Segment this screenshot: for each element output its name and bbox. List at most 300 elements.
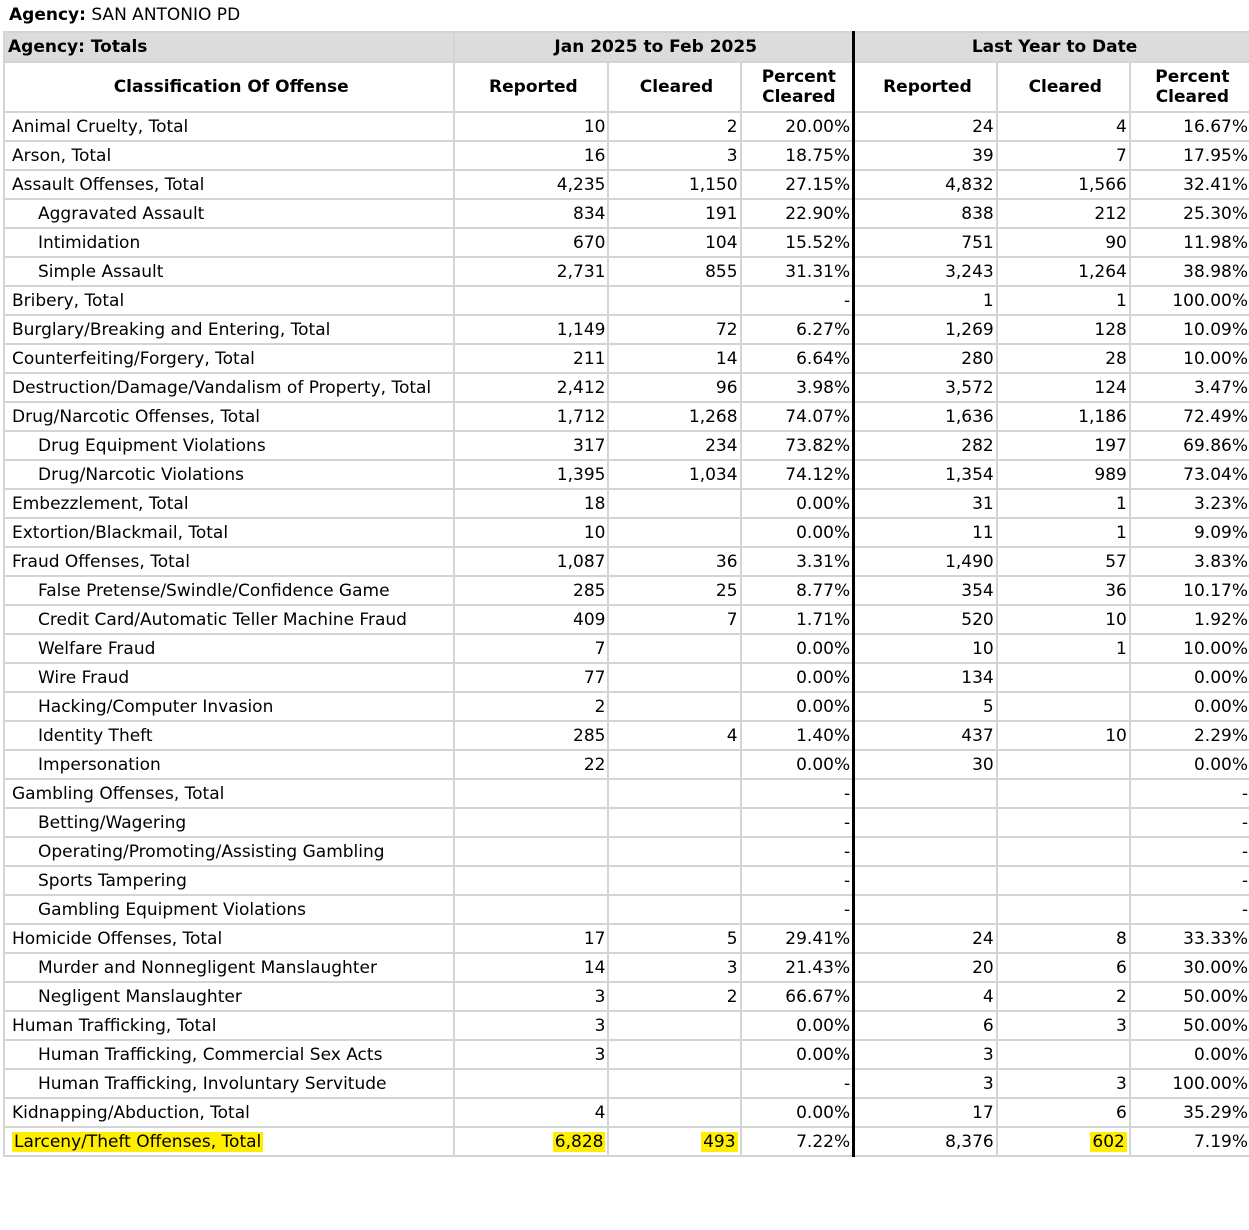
table-row — [4, 692, 1249, 721]
cell-cleared-last: 212 — [997, 199, 1130, 228]
cell-reported-last: 5 — [854, 692, 997, 721]
cell-percent-last: 30.00% — [1130, 953, 1249, 982]
cell-cleared-current: 25 — [608, 576, 740, 605]
cell-cleared-last: 28 — [997, 344, 1130, 373]
offense-name: Simple Assault — [4, 257, 454, 286]
offense-name: Welfare Fraud — [4, 634, 454, 663]
cell-reported-last: 39 — [854, 141, 997, 170]
cell-cleared-last: 124 — [997, 373, 1130, 402]
cell-percent-current: 0.00% — [741, 1040, 854, 1069]
cell-cleared-current — [608, 1040, 740, 1069]
cell-reported-current: 1,712 — [454, 402, 608, 431]
offense-name: Sports Tampering — [4, 866, 454, 895]
cell-cleared-current — [608, 663, 740, 692]
table-row — [4, 1098, 1249, 1127]
cell-percent-last: 25.30% — [1130, 199, 1249, 228]
cell-cleared-current: 2 — [608, 982, 740, 1011]
cell-cleared-last: 10 — [997, 721, 1130, 750]
cell-cleared-current: 191 — [608, 199, 740, 228]
cell-reported-current: 14 — [454, 953, 608, 982]
table-row — [4, 808, 1249, 837]
cell-cleared-last: 1 — [997, 634, 1130, 663]
cell-cleared-last: 10 — [997, 605, 1130, 634]
cell-percent-current: - — [741, 1069, 854, 1098]
cell-cleared-current — [608, 808, 740, 837]
table-row — [4, 228, 1249, 257]
table-row — [4, 866, 1249, 895]
table-row — [4, 895, 1249, 924]
cell-cleared-last: 197 — [997, 431, 1130, 460]
cell-cleared-current — [608, 692, 740, 721]
cell-cleared-last: 1 — [997, 518, 1130, 547]
period-last-header: Last Year to Date — [854, 32, 1249, 62]
cell-percent-current: - — [741, 286, 854, 315]
cell-percent-last: - — [1130, 866, 1249, 895]
cell-cleared-last — [997, 750, 1130, 779]
table-row — [4, 547, 1249, 576]
offense-table — [3, 31, 1249, 1157]
cell-percent-last: 3.47% — [1130, 373, 1249, 402]
cell-cleared-last — [997, 895, 1130, 924]
cell-cleared-current — [608, 895, 740, 924]
cell-cleared-last: 3 — [997, 1069, 1130, 1098]
cell-percent-current: 21.43% — [741, 953, 854, 982]
offense-name: Drug/Narcotic Violations — [4, 460, 454, 489]
cell-reported-last: 282 — [854, 431, 997, 460]
table-row — [4, 257, 1249, 286]
cell-cleared-last — [997, 866, 1130, 895]
table-row — [4, 170, 1249, 199]
cell-cleared-last — [997, 663, 1130, 692]
cell-cleared-last: 1,186 — [997, 402, 1130, 431]
cell-percent-last: 10.09% — [1130, 315, 1249, 344]
cell-reported-last: 1,636 — [854, 402, 997, 431]
offense-name: Destruction/Damage/Vandalism of Property, Total — [4, 373, 454, 402]
cell-reported-last — [854, 808, 997, 837]
cell-cleared-current — [608, 286, 740, 315]
cell-percent-current: 0.00% — [741, 1011, 854, 1040]
cell-reported-last: 134 — [854, 663, 997, 692]
cell-percent-last: 73.04% — [1130, 460, 1249, 489]
cell-cleared-current: 1,268 — [608, 402, 740, 431]
cell-percent-current: 3.31% — [741, 547, 854, 576]
cell-cleared-last: 1 — [997, 286, 1130, 315]
col-percent-last: Percent Cleared — [1130, 62, 1249, 112]
cell-cleared-last: 1 — [997, 489, 1130, 518]
cell-percent-last: 35.29% — [1130, 1098, 1249, 1127]
cell-percent-current: 1.71% — [741, 605, 854, 634]
offense-name: Extortion/Blackmail, Total — [4, 518, 454, 547]
cell-cleared-last: 1,264 — [997, 257, 1130, 286]
offense-name: Assault Offenses, Total — [4, 170, 454, 199]
cell-cleared-current — [608, 634, 740, 663]
cell-percent-last: 3.23% — [1130, 489, 1249, 518]
cell-cleared-current — [608, 1011, 740, 1040]
table-row — [4, 605, 1249, 634]
cell-cleared-last: 36 — [997, 576, 1130, 605]
offense-name: Arson, Total — [4, 141, 454, 170]
col-cleared-current: Cleared — [608, 62, 740, 112]
cell-reported-current: 4 — [454, 1098, 608, 1127]
offense-name: Human Trafficking, Commercial Sex Acts — [4, 1040, 454, 1069]
cell-percent-last: 10.17% — [1130, 576, 1249, 605]
cell-reported-last: 520 — [854, 605, 997, 634]
cell-reported-current: 317 — [454, 431, 608, 460]
cell-reported-last: 751 — [854, 228, 997, 257]
cell-percent-last: 2.29% — [1130, 721, 1249, 750]
cell-cleared-current: 7 — [608, 605, 740, 634]
cell-percent-current: 0.00% — [741, 518, 854, 547]
cell-percent-current: 74.07% — [741, 402, 854, 431]
cell-cleared-current: 14 — [608, 344, 740, 373]
cell-percent-current: 3.98% — [741, 373, 854, 402]
cell-cleared-current: 3 — [608, 141, 740, 170]
cell-percent-last: 0.00% — [1130, 750, 1249, 779]
cell-reported-current: 17 — [454, 924, 608, 953]
cell-cleared-current — [608, 866, 740, 895]
table-row — [4, 460, 1249, 489]
cell-percent-last: 1.92% — [1130, 605, 1249, 634]
cell-cleared-current: 104 — [608, 228, 740, 257]
cell-reported-last: 24 — [854, 112, 997, 141]
table-row — [4, 199, 1249, 228]
offense-rows — [4, 112, 1249, 1156]
cell-cleared-last: 128 — [997, 315, 1130, 344]
cell-percent-last: 69.86% — [1130, 431, 1249, 460]
offense-name: Drug/Narcotic Offenses, Total — [4, 402, 454, 431]
cell-reported-last — [854, 895, 997, 924]
cell-cleared-last: 602 — [997, 1127, 1130, 1156]
cell-percent-last: 72.49% — [1130, 402, 1249, 431]
cell-percent-current: 8.77% — [741, 576, 854, 605]
cell-percent-current: 0.00% — [741, 634, 854, 663]
cell-cleared-current: 493 — [608, 1127, 740, 1156]
cell-reported-last: 1,490 — [854, 547, 997, 576]
agency-header — [0, 0, 1249, 31]
cell-reported-current: 1,149 — [454, 315, 608, 344]
cell-cleared-current — [608, 750, 740, 779]
cell-reported-current: 10 — [454, 112, 608, 141]
table-row — [4, 112, 1249, 141]
cell-percent-last: 11.98% — [1130, 228, 1249, 257]
cell-cleared-current: 3 — [608, 953, 740, 982]
cell-percent-last: 7.19% — [1130, 1127, 1249, 1156]
cell-cleared-current — [608, 1098, 740, 1127]
table-row — [4, 489, 1249, 518]
cell-percent-current: 22.90% — [741, 199, 854, 228]
table-row — [4, 1127, 1249, 1156]
offense-name: Identity Theft — [4, 721, 454, 750]
cell-reported-last: 3,572 — [854, 373, 997, 402]
table-row — [4, 431, 1249, 460]
cell-reported-last — [854, 866, 997, 895]
column-header-row — [4, 62, 1249, 112]
cell-percent-last: 17.95% — [1130, 141, 1249, 170]
cell-reported-current — [454, 1069, 608, 1098]
cell-percent-last: 33.33% — [1130, 924, 1249, 953]
offense-name: Gambling Offenses, Total — [4, 779, 454, 808]
cell-cleared-current — [608, 518, 740, 547]
cell-reported-last: 3,243 — [854, 257, 997, 286]
cell-percent-last: 50.00% — [1130, 1011, 1249, 1040]
cell-reported-last: 8,376 — [854, 1127, 997, 1156]
cell-percent-last: 3.83% — [1130, 547, 1249, 576]
offense-name: Intimidation — [4, 228, 454, 257]
cell-reported-current: 22 — [454, 750, 608, 779]
cell-percent-current: 6.27% — [741, 315, 854, 344]
cell-cleared-last — [997, 808, 1130, 837]
cell-reported-current: 10 — [454, 518, 608, 547]
cell-cleared-current — [608, 837, 740, 866]
cell-percent-last: - — [1130, 895, 1249, 924]
table-row — [4, 373, 1249, 402]
cell-reported-last — [854, 837, 997, 866]
cell-cleared-last: 57 — [997, 547, 1130, 576]
cell-percent-last: 16.67% — [1130, 112, 1249, 141]
cell-percent-current: - — [741, 779, 854, 808]
cell-percent-last: - — [1130, 779, 1249, 808]
cell-reported-current: 3 — [454, 1011, 608, 1040]
cell-reported-current — [454, 779, 608, 808]
cell-reported-current: 3 — [454, 1040, 608, 1069]
table-row — [4, 1011, 1249, 1040]
cell-reported-last: 20 — [854, 953, 997, 982]
cell-reported-current — [454, 866, 608, 895]
cell-reported-current: 285 — [454, 721, 608, 750]
cell-reported-current: 77 — [454, 663, 608, 692]
cell-cleared-current — [608, 489, 740, 518]
cell-cleared-last — [997, 1040, 1130, 1069]
offense-name: Homicide Offenses, Total — [4, 924, 454, 953]
cell-cleared-last — [997, 779, 1130, 808]
cell-cleared-current: 36 — [608, 547, 740, 576]
cell-reported-last: 17 — [854, 1098, 997, 1127]
table-row — [4, 1069, 1249, 1098]
col-classification: Classification Of Offense — [4, 62, 454, 112]
offense-name: Aggravated Assault — [4, 199, 454, 228]
cell-percent-last: 50.00% — [1130, 982, 1249, 1011]
cell-cleared-current: 855 — [608, 257, 740, 286]
cell-percent-current: 20.00% — [741, 112, 854, 141]
period-current-header: Jan 2025 to Feb 2025 — [454, 32, 853, 62]
cell-percent-last: 10.00% — [1130, 344, 1249, 373]
offense-name: False Pretense/Swindle/Confidence Game — [4, 576, 454, 605]
cell-reported-last: 354 — [854, 576, 997, 605]
cell-percent-current: 73.82% — [741, 431, 854, 460]
cell-percent-current: - — [741, 837, 854, 866]
cell-reported-current: 2,731 — [454, 257, 608, 286]
cell-percent-current: 0.00% — [741, 1098, 854, 1127]
cell-reported-current: 3 — [454, 982, 608, 1011]
cell-cleared-current: 96 — [608, 373, 740, 402]
table-row — [4, 721, 1249, 750]
cell-percent-last: 0.00% — [1130, 1040, 1249, 1069]
cell-percent-last: 100.00% — [1130, 1069, 1249, 1098]
offense-name: Hacking/Computer Invasion — [4, 692, 454, 721]
cell-cleared-current — [608, 779, 740, 808]
offense-name: Wire Fraud — [4, 663, 454, 692]
cell-reported-current — [454, 808, 608, 837]
table-row — [4, 924, 1249, 953]
cell-reported-last: 31 — [854, 489, 997, 518]
cell-percent-current: 31.31% — [741, 257, 854, 286]
offense-name: Fraud Offenses, Total — [4, 547, 454, 576]
cell-percent-current: 0.00% — [741, 750, 854, 779]
cell-reported-last — [854, 779, 997, 808]
cell-percent-current: 6.64% — [741, 344, 854, 373]
cell-reported-current: 285 — [454, 576, 608, 605]
cell-cleared-last: 1,566 — [997, 170, 1130, 199]
offense-name: Kidnapping/Abduction, Total — [4, 1098, 454, 1127]
cell-percent-current: 0.00% — [741, 663, 854, 692]
cell-reported-current: 670 — [454, 228, 608, 257]
offense-name: Credit Card/Automatic Teller Machine Fraud — [4, 605, 454, 634]
cell-percent-current: 27.15% — [741, 170, 854, 199]
col-percent-current: Percent Cleared — [741, 62, 854, 112]
cell-percent-last: 0.00% — [1130, 663, 1249, 692]
cell-percent-current: 66.67% — [741, 982, 854, 1011]
table-row — [4, 750, 1249, 779]
cell-reported-current — [454, 837, 608, 866]
cell-reported-current: 18 — [454, 489, 608, 518]
cell-percent-current: 7.22% — [741, 1127, 854, 1156]
table-row — [4, 1040, 1249, 1069]
offense-name: Murder and Nonnegligent Manslaughter — [4, 953, 454, 982]
cell-cleared-current: 72 — [608, 315, 740, 344]
table-row — [4, 402, 1249, 431]
cell-cleared-last: 6 — [997, 1098, 1130, 1127]
offense-name: Animal Cruelty, Total — [4, 112, 454, 141]
cell-cleared-current: 4 — [608, 721, 740, 750]
cell-cleared-current — [608, 1069, 740, 1098]
cell-reported-last: 1 — [854, 286, 997, 315]
cell-cleared-last: 90 — [997, 228, 1130, 257]
offense-name: Human Trafficking, Total — [4, 1011, 454, 1040]
cell-reported-last: 1,354 — [854, 460, 997, 489]
cell-percent-last: - — [1130, 808, 1249, 837]
table-row — [4, 982, 1249, 1011]
cell-reported-last: 280 — [854, 344, 997, 373]
offense-name: Gambling Equipment Violations — [4, 895, 454, 924]
cell-reported-current: 1,395 — [454, 460, 608, 489]
table-row — [4, 837, 1249, 866]
cell-percent-last: 10.00% — [1130, 634, 1249, 663]
offense-name: Negligent Manslaughter — [4, 982, 454, 1011]
cell-cleared-last: 3 — [997, 1011, 1130, 1040]
cell-reported-last: 4,832 — [854, 170, 997, 199]
cell-percent-last: 38.98% — [1130, 257, 1249, 286]
col-reported-last: Reported — [854, 62, 997, 112]
cell-reported-last: 838 — [854, 199, 997, 228]
offense-name: Betting/Wagering — [4, 808, 454, 837]
offense-name: Drug Equipment Violations — [4, 431, 454, 460]
cell-cleared-last: 4 — [997, 112, 1130, 141]
cell-reported-current: 834 — [454, 199, 608, 228]
cell-reported-current: 1,087 — [454, 547, 608, 576]
table-row — [4, 141, 1249, 170]
cell-cleared-last: 989 — [997, 460, 1130, 489]
table-row — [4, 518, 1249, 547]
cell-percent-current: - — [741, 866, 854, 895]
cell-cleared-current: 1,150 — [608, 170, 740, 199]
cell-percent-current: 18.75% — [741, 141, 854, 170]
cell-cleared-last: 2 — [997, 982, 1130, 1011]
cell-reported-last: 30 — [854, 750, 997, 779]
cell-reported-last: 11 — [854, 518, 997, 547]
cell-reported-current: 4,235 — [454, 170, 608, 199]
cell-cleared-current: 5 — [608, 924, 740, 953]
cell-percent-current: - — [741, 808, 854, 837]
cell-reported-current: 409 — [454, 605, 608, 634]
cell-percent-current: 15.52% — [741, 228, 854, 257]
cell-reported-last: 4 — [854, 982, 997, 1011]
table-row — [4, 576, 1249, 605]
table-row — [4, 344, 1249, 373]
cell-percent-current: 0.00% — [741, 692, 854, 721]
cell-reported-current: 16 — [454, 141, 608, 170]
table-row — [4, 315, 1249, 344]
offense-name: Larceny/Theft Offenses, Total — [4, 1127, 454, 1156]
cell-reported-last: 10 — [854, 634, 997, 663]
offense-name: Embezzlement, Total — [4, 489, 454, 518]
table-row — [4, 953, 1249, 982]
cell-cleared-last: 6 — [997, 953, 1130, 982]
cell-reported-current: 6,828 — [454, 1127, 608, 1156]
cell-reported-last: 3 — [854, 1069, 997, 1098]
cell-percent-last: 0.00% — [1130, 692, 1249, 721]
table-row — [4, 779, 1249, 808]
cell-cleared-last — [997, 837, 1130, 866]
offense-name: Human Trafficking, Involuntary Servitude — [4, 1069, 454, 1098]
group-label: Agency: Totals — [4, 32, 454, 62]
cell-cleared-current: 234 — [608, 431, 740, 460]
offense-name: Impersonation — [4, 750, 454, 779]
cell-cleared-last — [997, 692, 1130, 721]
offense-name: Burglary/Breaking and Entering, Total — [4, 315, 454, 344]
group-header-row — [4, 32, 1249, 62]
offense-name: Bribery, Total — [4, 286, 454, 315]
col-reported-current: Reported — [454, 62, 608, 112]
cell-reported-last: 6 — [854, 1011, 997, 1040]
cell-reported-current — [454, 895, 608, 924]
cell-reported-current: 2 — [454, 692, 608, 721]
cell-cleared-last: 7 — [997, 141, 1130, 170]
cell-reported-current: 211 — [454, 344, 608, 373]
cell-percent-current: 0.00% — [741, 489, 854, 518]
cell-reported-current: 7 — [454, 634, 608, 663]
agency-name: SAN ANTONIO PD — [91, 5, 241, 25]
cell-reported-last: 437 — [854, 721, 997, 750]
offense-name: Counterfeiting/Forgery, Total — [4, 344, 454, 373]
cell-cleared-current: 2 — [608, 112, 740, 141]
table-row — [4, 663, 1249, 692]
cell-percent-current: 1.40% — [741, 721, 854, 750]
cell-reported-last: 3 — [854, 1040, 997, 1069]
cell-percent-current: 29.41% — [741, 924, 854, 953]
cell-reported-current — [454, 286, 608, 315]
cell-percent-last: - — [1130, 837, 1249, 866]
cell-cleared-current: 1,034 — [608, 460, 740, 489]
col-cleared-last: Cleared — [997, 62, 1130, 112]
table-row — [4, 634, 1249, 663]
cell-percent-current: - — [741, 895, 854, 924]
cell-percent-last: 100.00% — [1130, 286, 1249, 315]
cell-reported-last: 1,269 — [854, 315, 997, 344]
cell-reported-current: 2,412 — [454, 373, 608, 402]
cell-cleared-last: 8 — [997, 924, 1130, 953]
table-row — [4, 286, 1249, 315]
cell-percent-last: 9.09% — [1130, 518, 1249, 547]
